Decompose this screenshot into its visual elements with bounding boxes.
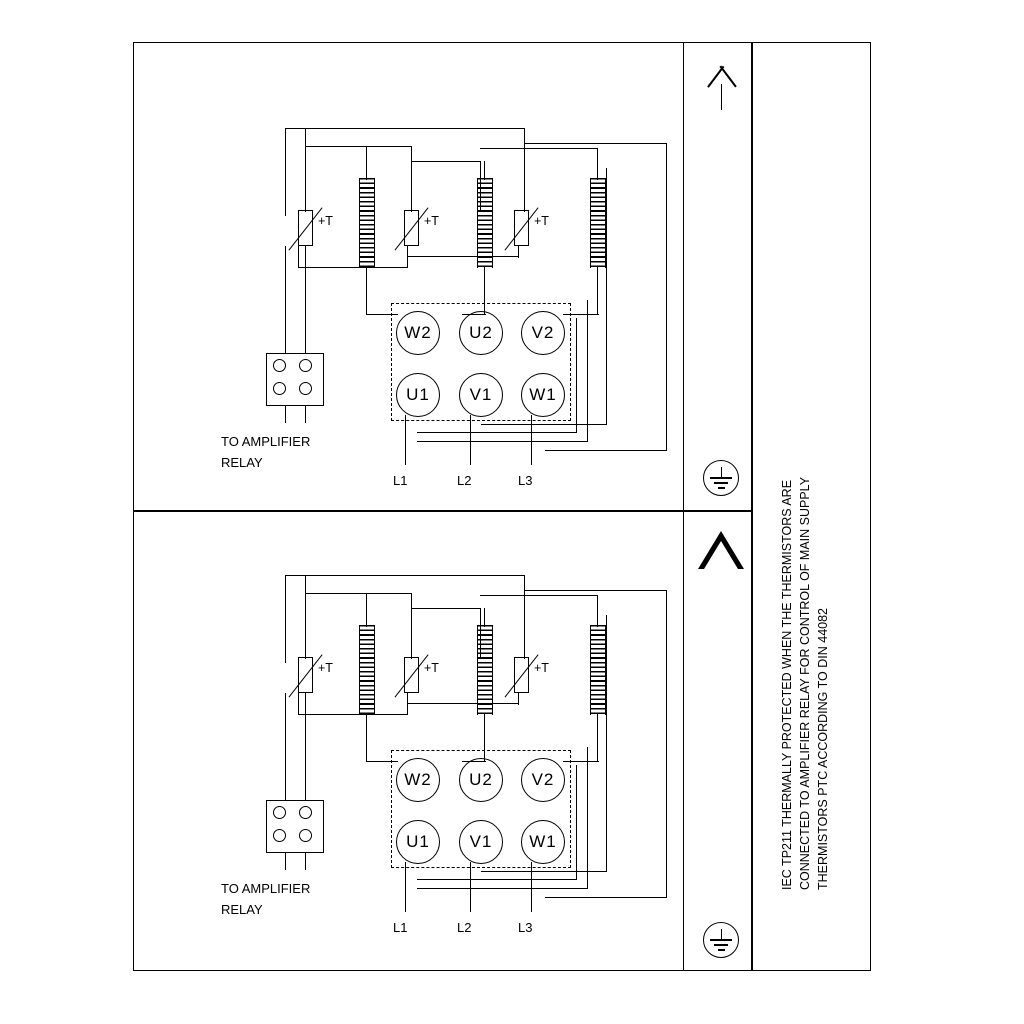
coil3-lead-h (563, 761, 599, 762)
coil3-lead-up (597, 148, 598, 180)
supply-l2-wire (470, 862, 471, 912)
connector-pin-3 (273, 829, 286, 842)
coil2-lead-h (462, 761, 486, 762)
connector-pin-4 (299, 382, 312, 395)
therm-wire-a (285, 575, 286, 663)
therm-wire-n (285, 246, 286, 360)
coil1-lead-h (366, 761, 398, 762)
therm-wire-c (524, 575, 525, 659)
star-link-3 (417, 441, 588, 442)
note-line-2: CONNECTED TO AMPLIFIER RELAY FOR CONTROL OF MAIN SUPPLY (798, 476, 812, 890)
connector-lead-1 (285, 405, 286, 423)
therm-wire-i (298, 246, 299, 268)
terminal-v1: V1 (459, 820, 503, 864)
thermistor-1-label: +T (318, 661, 333, 675)
therm-wire-b (285, 128, 525, 129)
coil3-top-h (480, 148, 598, 149)
terminal-u1: U1 (396, 373, 440, 417)
star-wye-symbol (700, 62, 744, 110)
therm-wire-e (305, 593, 412, 594)
star-link-1 (417, 432, 577, 433)
connector-lead-1 (285, 852, 286, 870)
amplifier-label-line-1: TO AMPLIFIER (221, 434, 311, 449)
winding-coil-1 (359, 178, 375, 268)
supply-l1-wire (405, 862, 406, 912)
therm-wire-m (518, 693, 519, 705)
connector-pin-1 (273, 806, 286, 819)
delta-link-6 (606, 615, 607, 872)
star-link-9 (525, 143, 667, 144)
supply-l3-wire (531, 415, 532, 465)
therm-wire-f (411, 593, 412, 659)
coil2-lead-up (484, 608, 485, 627)
coil1-lead-up (366, 593, 367, 627)
supply-l3-label: L3 (518, 920, 533, 935)
delta-link-2 (576, 765, 577, 880)
delta-link-9 (525, 590, 667, 591)
delta-link-7 (545, 897, 667, 898)
thermistor-2-label: +T (424, 214, 439, 228)
thermistor-3-label: +T (534, 214, 549, 228)
supply-l1-label: L1 (393, 473, 408, 488)
thermistor-1-label: +T (318, 214, 333, 228)
star-link-8 (666, 143, 667, 451)
terminal-v1: V1 (459, 373, 503, 417)
amplifier-label-line-2: RELAY (221, 455, 263, 470)
therm-wire-d (305, 575, 306, 659)
therm-wire-n (285, 693, 286, 807)
delta-link-4 (587, 747, 588, 889)
supply-l3-label: L3 (518, 473, 533, 488)
winding-coil-3 (590, 178, 606, 268)
therm-wire-b (285, 575, 525, 576)
thermistor-1 (298, 210, 313, 246)
supply-l2-label: L2 (457, 920, 472, 935)
panel-delta-divider (683, 511, 684, 971)
terminal-w2: W2 (396, 758, 440, 802)
coil2-lead-up (484, 161, 485, 180)
winding-coil-1 (359, 625, 375, 715)
therm-wire-f (411, 146, 412, 212)
coil2-lead-down (484, 714, 485, 762)
supply-l2-wire (470, 415, 471, 465)
amplifier-connector-block (266, 353, 324, 406)
coil3-lead-up (597, 595, 598, 627)
therm-wire-o (305, 693, 306, 807)
amplifier-connector-block (266, 800, 324, 853)
therm-wire-o (305, 246, 306, 360)
terminal-u1: U1 (396, 820, 440, 864)
thermistor-3-label: +T (534, 661, 549, 675)
coil2-lead-down (484, 267, 485, 315)
connector-pin-2 (299, 806, 312, 819)
delta-link-3 (417, 888, 588, 889)
thermistor-3 (514, 657, 529, 693)
delta-link-1 (417, 879, 577, 880)
therm-wire-i (298, 693, 299, 715)
coil3-lead-h (563, 314, 599, 315)
therm-wire-c (524, 128, 525, 212)
delta-link-8 (666, 590, 667, 898)
winding-coil-3 (590, 625, 606, 715)
connector-lead-2 (305, 405, 306, 423)
coil1-lead-down (366, 714, 367, 762)
supply-l1-wire (405, 415, 406, 465)
amplifier-label-line-2: RELAY (221, 902, 263, 917)
therm-wire-m (518, 246, 519, 258)
connector-pin-2 (299, 359, 312, 372)
amplifier-label-line-1: TO AMPLIFIER (221, 881, 311, 896)
thermistor-1 (298, 657, 313, 693)
terminal-v2: V2 (521, 311, 565, 355)
terminal-w1: W1 (521, 373, 565, 417)
connector-pin-1 (273, 359, 286, 372)
supply-l1-label: L1 (393, 920, 408, 935)
connector-pin-3 (273, 382, 286, 395)
coil1-lead-h (366, 314, 398, 315)
note-line-1: IEC TP211 THERMALLY PROTECTED WHEN THE THERMISTORS ARE (780, 479, 794, 890)
thermistor-2 (404, 657, 419, 693)
panel-star-divider (683, 42, 684, 511)
earth-ground-symbol (700, 920, 744, 960)
star-link-2 (576, 318, 577, 433)
therm-wire-h (480, 161, 481, 212)
supply-l3-wire (531, 862, 532, 912)
thermistor-2 (404, 210, 419, 246)
terminal-u2: U2 (459, 758, 503, 802)
therm-wire-a (285, 128, 286, 216)
thermistor-3 (514, 210, 529, 246)
star-link-5 (481, 424, 607, 425)
supply-l2-label: L2 (457, 473, 472, 488)
delta-triangle-symbol (698, 531, 746, 575)
therm-wire-g (411, 161, 481, 162)
coil1-lead-up (366, 146, 367, 180)
terminal-v2: V2 (521, 758, 565, 802)
note-line-3: THERMISTORS PTC ACCORDING TO DIN 44082 (816, 607, 830, 890)
coil3-top-h (480, 595, 598, 596)
therm-wire-l (407, 256, 519, 257)
coil3-lead-down (597, 714, 598, 762)
coil2-lead-h (462, 314, 486, 315)
therm-wire-h (480, 608, 481, 659)
therm-wire-g (411, 608, 481, 609)
star-link-6 (606, 168, 607, 425)
star-link-7 (545, 450, 667, 451)
therm-wire-l (407, 703, 519, 704)
therm-wire-e (305, 146, 412, 147)
coil3-lead-down (597, 267, 598, 315)
delta-link-5 (481, 871, 607, 872)
thermistor-2-label: +T (424, 661, 439, 675)
coil1-lead-down (366, 267, 367, 315)
terminal-w1: W1 (521, 820, 565, 864)
therm-wire-j (298, 267, 408, 268)
earth-ground-symbol (700, 458, 744, 498)
star-link-4 (587, 300, 588, 442)
therm-wire-d (305, 128, 306, 212)
terminal-u2: U2 (459, 311, 503, 355)
therm-wire-j (298, 714, 408, 715)
connector-pin-4 (299, 829, 312, 842)
terminal-w2: W2 (396, 311, 440, 355)
connector-lead-2 (305, 852, 306, 870)
